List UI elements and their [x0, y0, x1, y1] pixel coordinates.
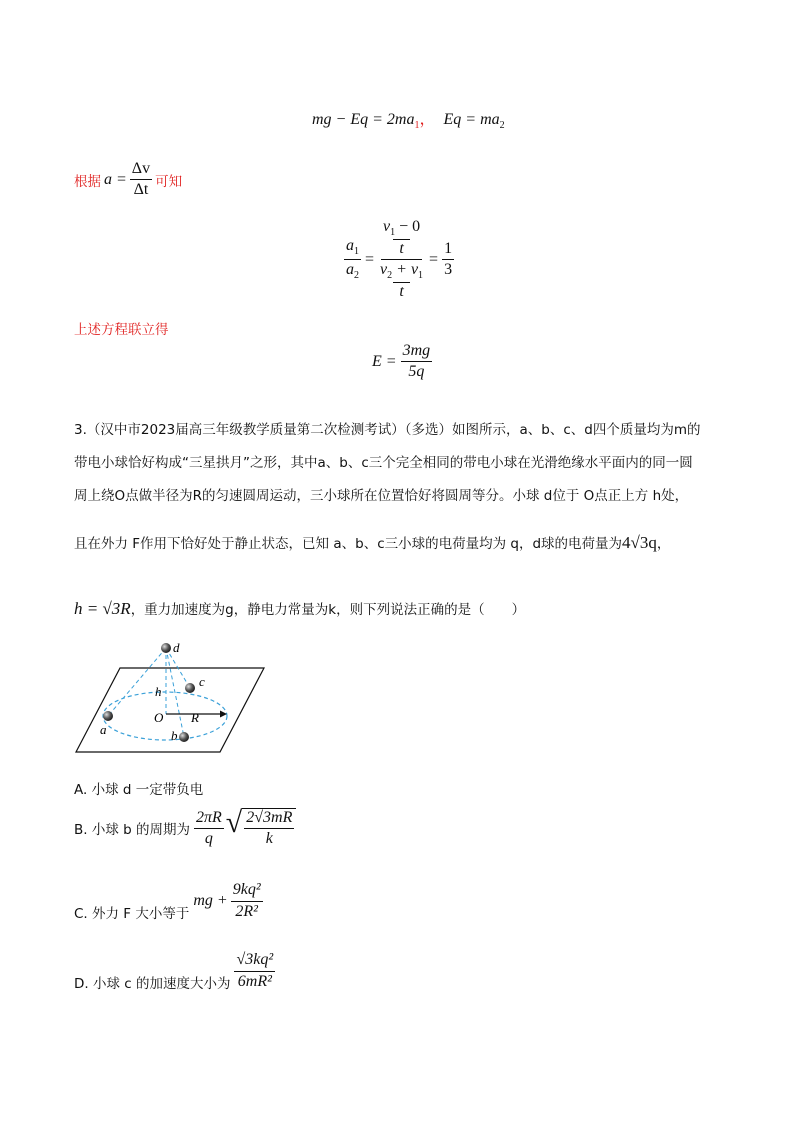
option-b-rad-num: 2√3mR [244, 809, 294, 829]
ratio-result-fraction [442, 240, 454, 280]
ball-b [179, 732, 189, 742]
inner-den-top-plus: + v [392, 261, 419, 279]
label-h: h [155, 684, 162, 699]
question-number: 3. [74, 422, 87, 438]
inner-den-bottom: t [393, 282, 409, 301]
inner-den-top: v [380, 261, 388, 279]
inner-den-top-sub: 2 [387, 270, 393, 282]
option-d-den: 6mR² [237, 972, 272, 990]
eq1-comma: ， [419, 111, 436, 128]
eq-a-num: Δv [130, 160, 152, 180]
option-b-text: B. 小球 b 的周期为 [74, 822, 190, 839]
eq1-sub2: 2 [499, 120, 505, 132]
question-line-5 [74, 598, 525, 619]
acceleration-definition-line [74, 160, 182, 200]
ratio-a-fraction [344, 237, 361, 281]
question-text-1: （汉中市2023届高三年级教学质量第二次检测考试）（多选）如图所示，a、b、c、d四个质量均为m的 [86, 422, 701, 438]
charge-d-value: 4√3q [622, 533, 657, 552]
equation-forces [312, 106, 505, 131]
option-b-rad-den: k [265, 830, 273, 848]
inner-num-top-rest: − 0 [395, 218, 421, 235]
text-genju: 根据 [74, 173, 101, 190]
eq-e-fraction [401, 342, 433, 382]
equation-ratio: $\frac{a_1}{a_2}$ = $v_1 - 0$ t $v_2 + v_1$ t = $\frac{1}{3}$ [346, 218, 453, 300]
label-b: b [171, 728, 178, 743]
inner-num-bottom: t [393, 239, 409, 258]
ball-c [185, 683, 195, 693]
equation-E [372, 342, 432, 382]
question-line-4 [74, 532, 670, 553]
option-b-sqrt: √ $\frac{2√3mR}{k}$ [226, 808, 297, 849]
eq1-right: Eq = ma [443, 111, 500, 128]
ratio-result-num: 1 [442, 240, 454, 260]
option-b [74, 808, 296, 849]
eq-e-lhs: E = [372, 352, 397, 370]
inner-num-top: v [382, 218, 391, 235]
height-h-value: h = √3R [74, 599, 131, 618]
eq-a-fraction [130, 160, 152, 200]
ratio-a-num-sub: 1 [354, 246, 359, 258]
radius-arrowhead [220, 711, 227, 718]
eq-e-num: 3mg [401, 342, 433, 362]
label-d: d [173, 640, 180, 655]
option-d-text: D. 小球 c 的加速度大小为 [74, 976, 231, 992]
label-a: a [100, 722, 107, 737]
option-c-den: 2R² [235, 902, 258, 920]
ball-a [103, 711, 113, 721]
three-stars-figure [70, 636, 266, 756]
ratio-result-den: 3 [444, 261, 453, 279]
ball-d [161, 643, 171, 653]
option-b-fraction [194, 809, 224, 849]
option-d-num: √3kq² [234, 951, 275, 971]
question-line-1 [74, 418, 700, 438]
option-d [74, 950, 275, 992]
eq-a-den: Δt [133, 181, 149, 199]
eq1-sub1: 1 [414, 120, 420, 132]
line-d-a [108, 648, 166, 716]
ratio-a-den: a [346, 261, 354, 279]
label-O: O [154, 710, 164, 725]
inner-den-top-sub2: 1 [418, 270, 424, 282]
inner-num-top-sub: 1 [390, 227, 396, 239]
question-line-2: 带电小球恰好构成“三星拱月”之形，其中a、b、c三个完全相同的带电小球在光滑绝缘水平面内的同一圆 [74, 455, 693, 471]
eq-a-lhs: a = [104, 170, 127, 188]
option-b-num: 2πR [194, 809, 224, 829]
option-c-fraction [231, 881, 263, 921]
ratio-big-fraction [378, 218, 425, 301]
eq1-left: mg − Eq = 2ma [312, 111, 415, 128]
question-text-5: ，重力加速度为g，静电力常量为k，则下列说法正确的是（ ） [130, 602, 526, 618]
option-b-den: q [204, 829, 213, 847]
question-line-3: 周上绕O点做半径为R的匀速圆周运动，三小球所在位置恰好将圆周等分。小球 d位于 O点正上方 h处， [74, 488, 689, 504]
label-R: R [191, 710, 199, 725]
option-c [74, 880, 263, 922]
label-c: c [199, 674, 205, 689]
option-c-mg: mg + [193, 892, 228, 909]
orbit-circle [103, 692, 227, 740]
ratio-a-num: a [346, 237, 354, 255]
option-a: A. 小球 d 一定带负电 [74, 782, 204, 798]
question-text-4-post: ， [656, 536, 671, 552]
option-c-num: 9kq² [231, 881, 263, 901]
option-d-fraction [234, 951, 275, 991]
option-c-text: C. 外力 F 大小等于 [74, 906, 190, 922]
eq-e-den: 5q [408, 363, 425, 381]
text-lianli: 上述方程联立得 [74, 322, 169, 338]
line-d-b [166, 648, 184, 737]
ratio-a-den-sub: 2 [354, 270, 359, 282]
text-kezhi: 可知 [155, 173, 183, 190]
question-text-4: 且在外力 F作用下恰好处于静止状态，已知 a、b、c三小球的电荷量均为 q，d球的电荷量为 [74, 536, 623, 552]
